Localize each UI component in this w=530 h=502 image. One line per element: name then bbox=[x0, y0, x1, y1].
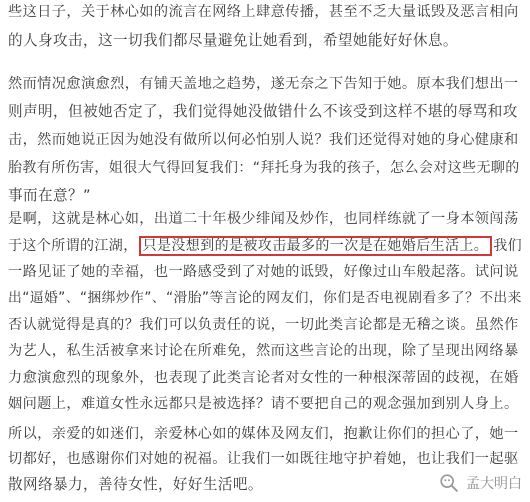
p3-line-2-after: 我们 bbox=[493, 238, 523, 254]
p4-line-1: 所以，亲爱的如迷们，亲爱林心如的媒体及网友们，抱歉让你们的担心了，她一 bbox=[8, 426, 519, 442]
p2-line-4: 胎教有所伤害，姐很大气得回复我们：“拜托身为我的孩子，怎么会对这些无聊的 bbox=[8, 160, 520, 176]
wechat-search-icon bbox=[438, 472, 460, 494]
p3-line-5: 否认就觉得是真的？我们可以负责任的说，一切此类言论都是无稽之谈。虽然作 bbox=[8, 317, 519, 333]
p3-line-7: 力愈演愈烈的现象外，也表现了此类言论者对女性的一种根深蒂固的歧视，在婚 bbox=[8, 370, 519, 386]
p3-line-2 bbox=[8, 236, 522, 256]
p3-line-3: 一路见证了她的幸福，也一路感受到了对她的诋毁，好像过山车般起落。试问说 bbox=[8, 264, 519, 280]
p3-line-4: 出“逼婚”、“捆绑炒作”、“滑胎”等言论的网友们，你们是否电视剧看多了？不出来 bbox=[8, 290, 522, 306]
p2-line-2: 则声明，但被她否定了，我们觉得她没做错什么不该受到这样不堪的辱骂和攻 bbox=[8, 103, 518, 120]
p3-line-8: 姻问题上，难道女性永远都只是被选择？请不要把自己的观念强加到别人身上。 bbox=[8, 396, 519, 412]
p1-line-1: 些这日子，关于林心如的流言在网络上肆意传播，甚至不乏大量诋毁及恶言相向 bbox=[8, 4, 519, 20]
highlighted-sentence: 只是没想到的是被攻击最多的一次是在她婚后生活上。 bbox=[139, 236, 493, 256]
p2-line-5: 事而在意？” bbox=[8, 187, 91, 204]
p3-line-2-before: 于这个所谓的江湖， bbox=[8, 238, 138, 254]
source-watermark bbox=[438, 472, 522, 494]
p2-line-3: 击，然而她说正因为她没有做所以何必怕别人说？我们还觉得对她的身心健康和 bbox=[8, 132, 519, 148]
p3-line-6: 为艺人，私生活被拿来讨论在所难免，然而这些言论的出现，除了呈现出网络暴 bbox=[8, 343, 519, 359]
p1-line-2: 的人身攻击，这一切我们都尽量避免让她看到，希望她能好好休息。 bbox=[8, 32, 458, 49]
p2-line-1: 然而情况愈演愈烈，有铺天盖地之趋势，遂无奈之下告知于她。原本我们想出一 bbox=[8, 76, 519, 92]
watermark-text: 孟大明白 bbox=[466, 476, 522, 492]
p3-line-1: 是啊，这就是林心如，出道二十年极少绯闻及炒作，也同样练就了一身本领闯荡 bbox=[8, 211, 519, 227]
p4-line-3: 散网络暴力，善待女性，好好生活吧。 bbox=[8, 476, 263, 493]
p4-line-2: 切都好，也感谢你们对她的祝福。让我们一如既往地守护着她，也让我们一起驱 bbox=[8, 451, 519, 467]
